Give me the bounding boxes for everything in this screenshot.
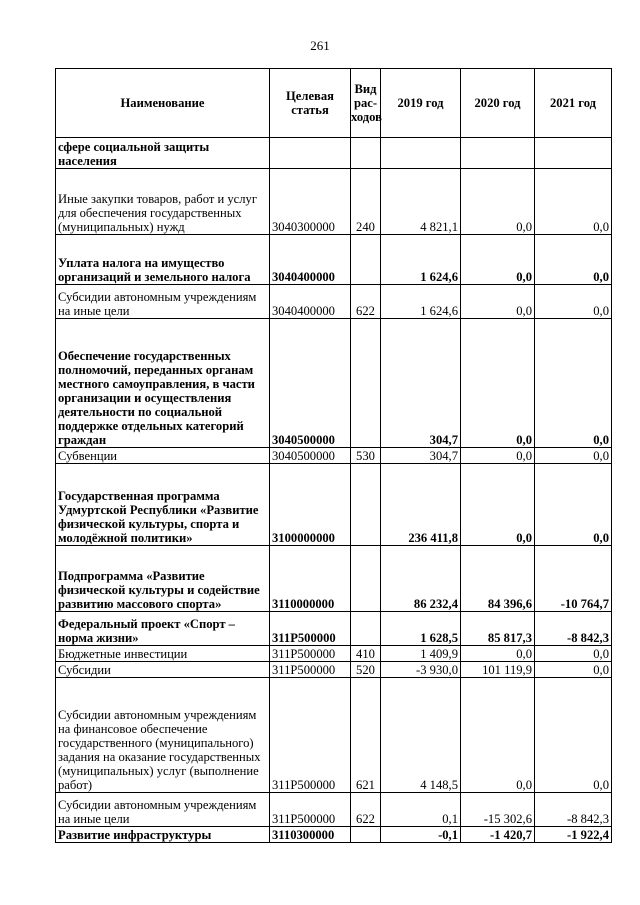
row-2021: 0,0 bbox=[535, 678, 612, 793]
table-row bbox=[56, 285, 612, 319]
row-2021: 0,0 bbox=[535, 646, 612, 662]
row-2019: 1 628,5 bbox=[381, 612, 461, 646]
row-2019: 4 821,1 bbox=[381, 169, 461, 235]
row-type: 622 bbox=[351, 793, 381, 827]
row-code: 3040400000 bbox=[270, 235, 351, 285]
row-name: Субсидии bbox=[56, 662, 270, 678]
row-name: Субсидии автономным учреждениям на финансовое обеспечение государственного (муниципального) задания на оказание государственных (муниципальных) услуг (выполнение работ) bbox=[56, 678, 270, 793]
row-2021: 0,0 bbox=[535, 285, 612, 319]
table-row bbox=[56, 827, 612, 843]
row-type: 621 bbox=[351, 678, 381, 793]
row-type: 622 bbox=[351, 285, 381, 319]
row-type bbox=[351, 546, 381, 612]
row-name: Субсидии автономным учреждениям на иные цели bbox=[56, 793, 270, 827]
row-2021: 0,0 bbox=[535, 319, 612, 448]
row-2019: -0,1 bbox=[381, 827, 461, 843]
row-2019 bbox=[381, 138, 461, 169]
row-type: 520 bbox=[351, 662, 381, 678]
row-2019: 1 624,6 bbox=[381, 285, 461, 319]
row-2020: 0,0 bbox=[461, 319, 535, 448]
row-2020: 0,0 bbox=[461, 464, 535, 546]
row-2021: 0,0 bbox=[535, 235, 612, 285]
row-2020: 0,0 bbox=[461, 678, 535, 793]
row-code: 311P500000 bbox=[270, 678, 351, 793]
row-2019: 1 409,9 bbox=[381, 646, 461, 662]
row-code: 311P500000 bbox=[270, 793, 351, 827]
row-type bbox=[351, 612, 381, 646]
row-code: 311P500000 bbox=[270, 612, 351, 646]
row-2020: 84 396,6 bbox=[461, 546, 535, 612]
row-2020: 85 817,3 bbox=[461, 612, 535, 646]
row-name: Подпрограмма «Развитие физической культуры и содействие развитию массового спорта» bbox=[56, 546, 270, 612]
header-2021: 2021 год bbox=[535, 69, 612, 138]
row-code: 3040400000 bbox=[270, 285, 351, 319]
row-name: Бюджетные инвестиции bbox=[56, 646, 270, 662]
row-2021: 0,0 bbox=[535, 169, 612, 235]
row-2020: 101 119,9 bbox=[461, 662, 535, 678]
row-2021: -8 842,3 bbox=[535, 793, 612, 827]
row-code: 3110300000 bbox=[270, 827, 351, 843]
row-code: 3110000000 bbox=[270, 546, 351, 612]
row-type bbox=[351, 138, 381, 169]
table-row bbox=[56, 319, 612, 448]
row-type: 410 bbox=[351, 646, 381, 662]
row-name: Субсидии автономным учреждениям на иные цели bbox=[56, 285, 270, 319]
row-2021 bbox=[535, 138, 612, 169]
table-row bbox=[56, 646, 612, 662]
row-2021: 0,0 bbox=[535, 448, 612, 464]
row-2019: 304,7 bbox=[381, 319, 461, 448]
row-2019: 236 411,8 bbox=[381, 464, 461, 546]
row-code: 3100000000 bbox=[270, 464, 351, 546]
row-name: Субвенции bbox=[56, 448, 270, 464]
budget-table bbox=[55, 68, 612, 843]
row-type: 530 bbox=[351, 448, 381, 464]
row-2021: 0,0 bbox=[535, 464, 612, 546]
table-row bbox=[56, 464, 612, 546]
row-2019: 4 148,5 bbox=[381, 678, 461, 793]
row-2020: 0,0 bbox=[461, 169, 535, 235]
row-name: Федеральный проект «Спорт – норма жизни» bbox=[56, 612, 270, 646]
row-name: Государственная программа Удмуртской Республики «Развитие физической культуры, спорта и молодёжной политики» bbox=[56, 464, 270, 546]
row-2019: 1 624,6 bbox=[381, 235, 461, 285]
header-2020: 2020 год bbox=[461, 69, 535, 138]
row-2021: 0,0 bbox=[535, 662, 612, 678]
row-type bbox=[351, 235, 381, 285]
row-name: Обеспечение государственных полномочий, переданных органам местного самоуправления, в части организации и осуществления деятельности по социальной поддержке отдельных категорий граждан bbox=[56, 319, 270, 448]
row-2019: -3 930,0 bbox=[381, 662, 461, 678]
page-number: 261 bbox=[310, 38, 330, 53]
row-2020: 0,0 bbox=[461, 285, 535, 319]
row-2020: 0,0 bbox=[461, 646, 535, 662]
row-code: 3040300000 bbox=[270, 169, 351, 235]
row-type bbox=[351, 827, 381, 843]
row-name: Развитие инфраструктуры bbox=[56, 827, 270, 843]
row-type bbox=[351, 319, 381, 448]
row-code: 3040500000 bbox=[270, 448, 351, 464]
table-row bbox=[56, 678, 612, 793]
row-2019: 304,7 bbox=[381, 448, 461, 464]
row-code bbox=[270, 138, 351, 169]
table-row bbox=[56, 793, 612, 827]
row-2021: -10 764,7 bbox=[535, 546, 612, 612]
row-2021: -8 842,3 bbox=[535, 612, 612, 646]
header-name: Наименование bbox=[56, 69, 270, 138]
row-type bbox=[351, 464, 381, 546]
row-name: Иные закупки товаров, работ и услуг для обеспечения государственных (муниципальных) нужд bbox=[56, 169, 270, 235]
row-2020 bbox=[461, 138, 535, 169]
table-row bbox=[56, 235, 612, 285]
row-type: 240 bbox=[351, 169, 381, 235]
header-code: Целевая статья bbox=[270, 69, 351, 138]
row-name: сфере социальной защиты населения bbox=[56, 138, 270, 169]
row-code: 311P500000 bbox=[270, 646, 351, 662]
table-row bbox=[56, 169, 612, 235]
table-row bbox=[56, 662, 612, 678]
row-code: 3040500000 bbox=[270, 319, 351, 448]
table-row bbox=[56, 546, 612, 612]
table-header-row bbox=[56, 69, 612, 138]
row-2020: 0,0 bbox=[461, 448, 535, 464]
table-row bbox=[56, 448, 612, 464]
row-2020: -15 302,6 bbox=[461, 793, 535, 827]
header-2019: 2019 год bbox=[381, 69, 461, 138]
row-name: Уплата налога на имущество организаций и земельного налога bbox=[56, 235, 270, 285]
header-type: Вид рас-ходов bbox=[351, 69, 381, 138]
row-2021: -1 922,4 bbox=[535, 827, 612, 843]
row-2020: 0,0 bbox=[461, 235, 535, 285]
table-row bbox=[56, 138, 612, 169]
row-2019: 86 232,4 bbox=[381, 546, 461, 612]
row-code: 311P500000 bbox=[270, 662, 351, 678]
row-2020: -1 420,7 bbox=[461, 827, 535, 843]
row-2019: 0,1 bbox=[381, 793, 461, 827]
table-row bbox=[56, 612, 612, 646]
